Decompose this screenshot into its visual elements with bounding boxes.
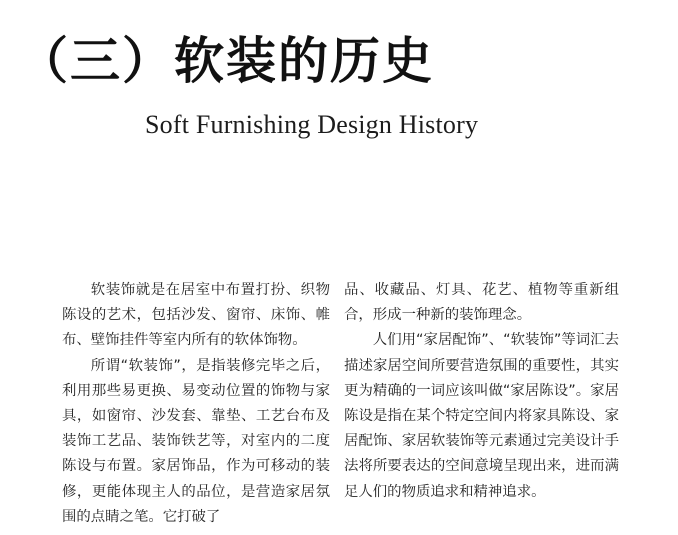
- paragraph-continued: 品、收藏品、灯具、花艺、植物等重新组合，形成一种新的装饰理念。: [344, 282, 619, 324]
- paragraph: 软装饰就是在居室中布置打扮、织物陈设的艺术，包括沙发、窗帘、床饰、帷布、壁饰挂件等室内所有的软体饰物。: [62, 282, 330, 349]
- paragraph: 所谓“软装饰”，是指装修完毕之后，利用那些易更换、易变动位置的饰物与家具，如窗帘、沙发套、靠垫、工艺台布及装饰工艺品、装饰铁艺等，对室内的二度陈设与布置。家居饰品，作为可移动的装修，更能体现主人的品位，是营造家居氛围的点睛之笔。它打破了: [62, 357, 330, 525]
- paragraph: 人们用“家居配饰”、“软装饰”等词汇去描述家居空间所要营造氛围的重要性，其实更为精确的一词应该叫做“家居陈设”。家居陈设是指在某个特定空间内将家具陈设、家居配饰、家居软装饰等元素通过完美设计手法将所要表达的空间意境呈现出来，进而满足人们的物质追求和精神追求。: [344, 332, 619, 500]
- text-column-right: [344, 278, 619, 505]
- section-title: （三）软装的历史: [18, 31, 434, 90]
- text-column-left: [62, 278, 330, 530]
- section-subtitle: Soft Furnishing Design History: [145, 110, 479, 139]
